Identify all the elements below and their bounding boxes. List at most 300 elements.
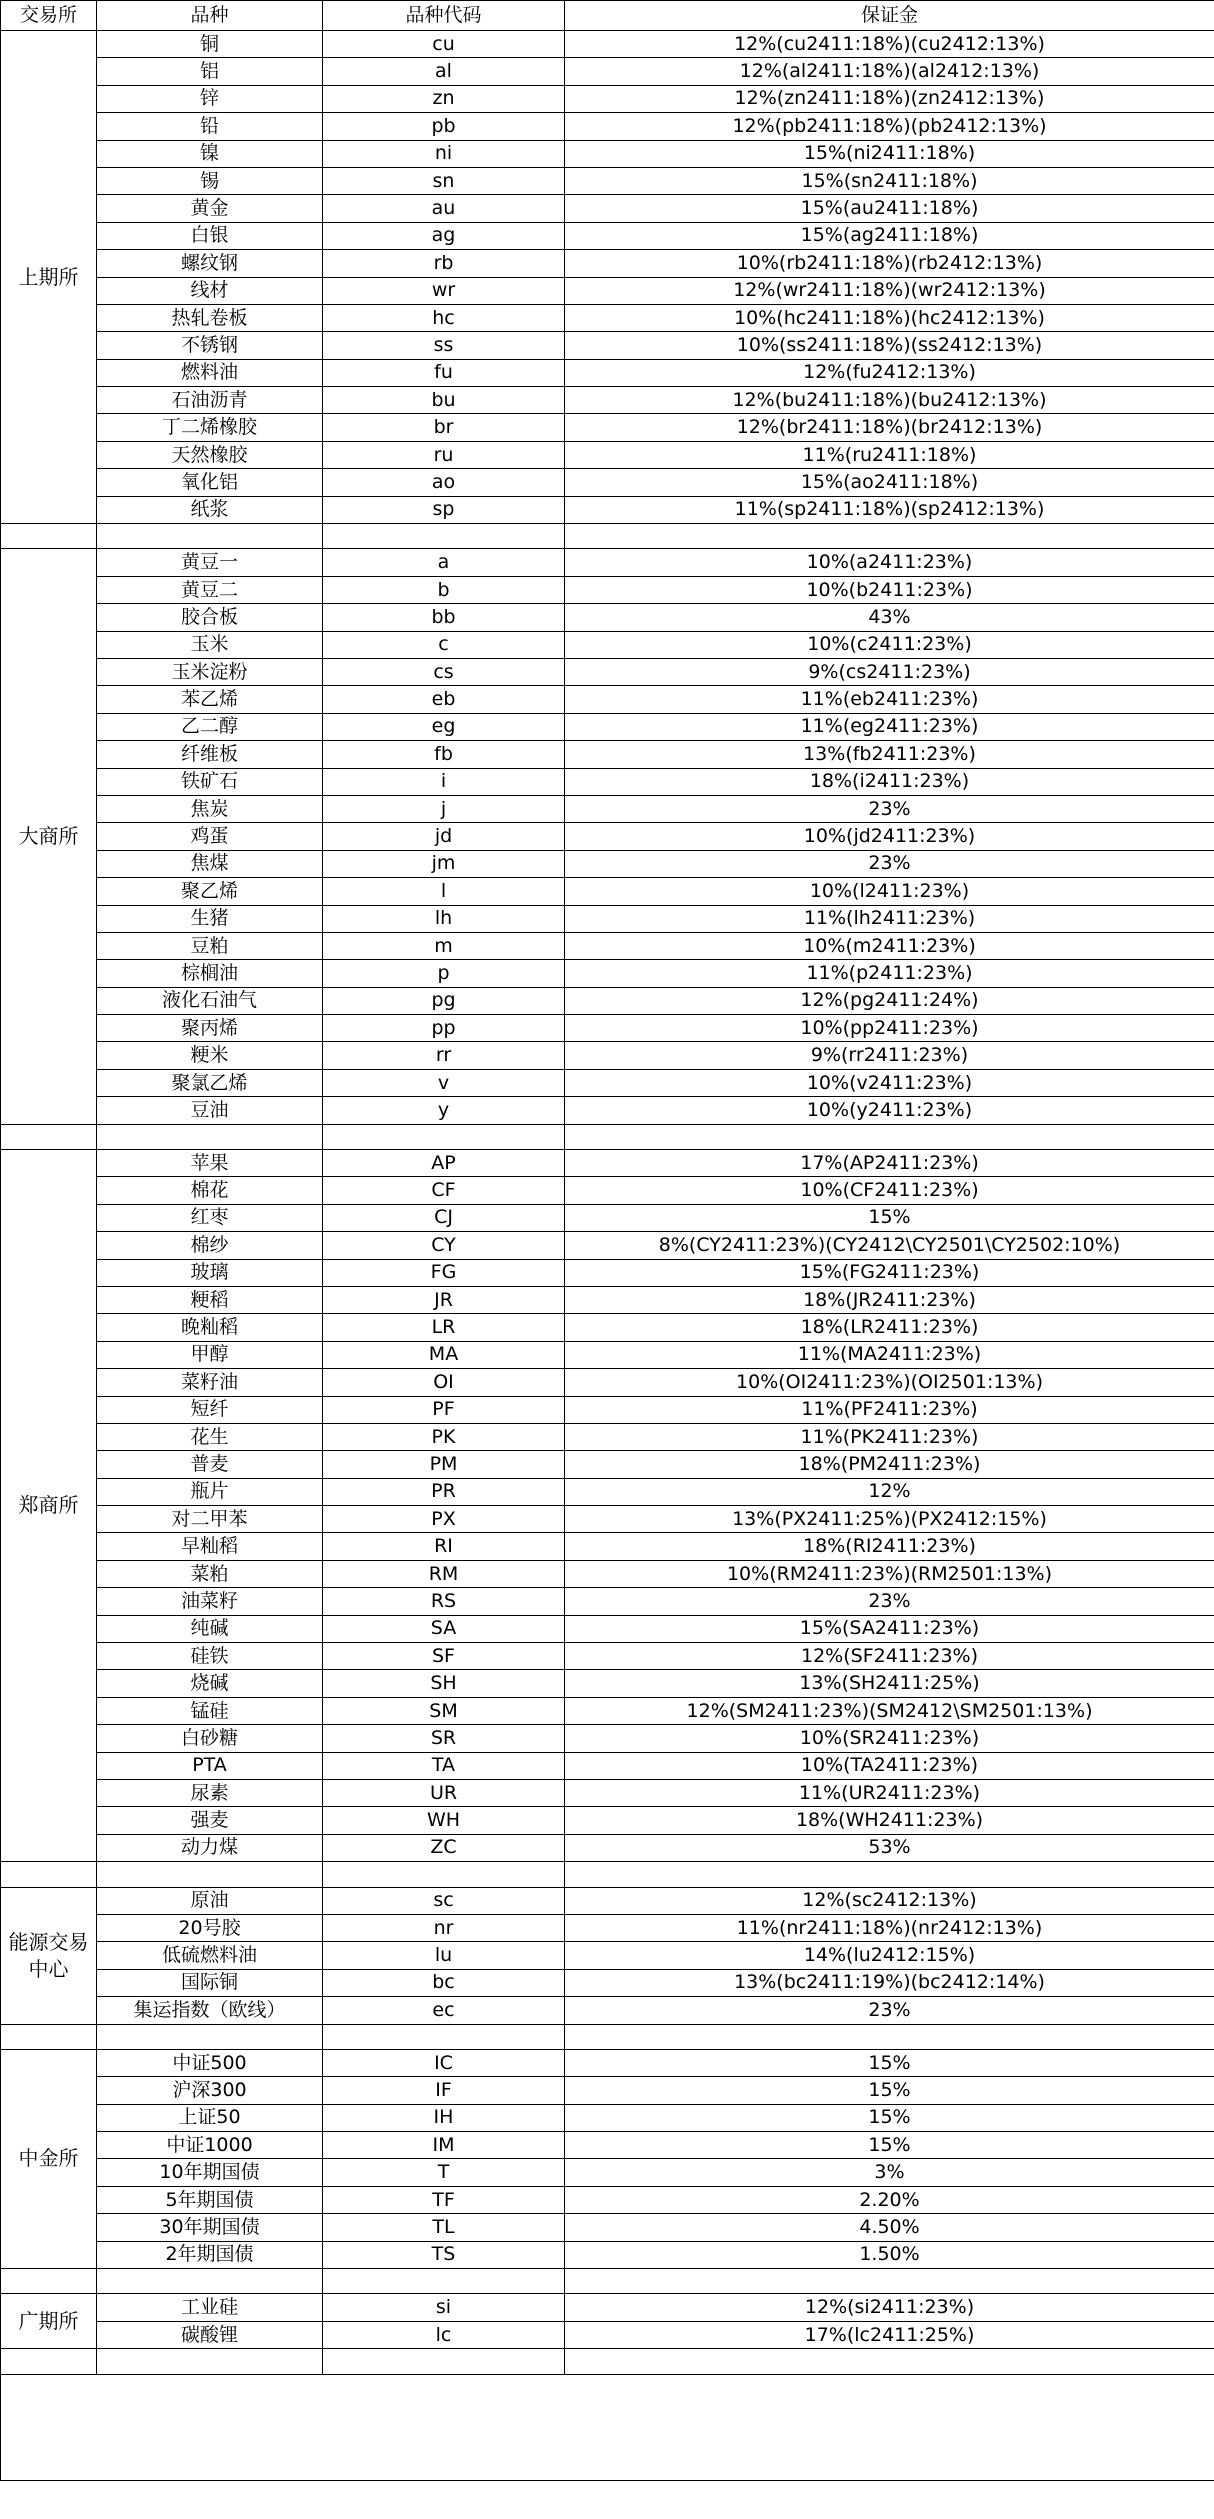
table-row xyxy=(1,1259,1214,1286)
code-cell: WH xyxy=(323,1807,565,1834)
table-row xyxy=(1,2159,1214,2186)
variety-cell: 早籼稻 xyxy=(97,1533,323,1560)
margin-cell: 9%(rr2411:23%) xyxy=(565,1042,1214,1069)
variety-cell: 中证1000 xyxy=(97,2132,323,2159)
variety-cell: 玉米淀粉 xyxy=(97,658,323,685)
code-cell: jd xyxy=(323,823,565,850)
variety-cell: 工业硅 xyxy=(97,2294,323,2321)
variety-cell: 10年期国债 xyxy=(97,2159,323,2186)
code-cell: AP xyxy=(323,1150,565,1177)
margin-cell: 23% xyxy=(565,1997,1214,2024)
margin-cell: 11%(eg2411:23%) xyxy=(565,713,1214,740)
footer-row xyxy=(1,2374,1214,2480)
table-row xyxy=(1,113,1214,140)
table-row xyxy=(1,2077,1214,2104)
margin-cell: 11%(UR2411:23%) xyxy=(565,1780,1214,1807)
variety-cell: 低硫燃料油 xyxy=(97,1942,323,1969)
table-row xyxy=(1,1643,1214,1670)
code-cell: CJ xyxy=(323,1204,565,1231)
variety-cell: 铁矿石 xyxy=(97,768,323,795)
margin-cell: 15% xyxy=(565,2049,1214,2076)
table-row xyxy=(1,686,1214,713)
margin-cell: 18%(RI2411:23%) xyxy=(565,1533,1214,1560)
table-row xyxy=(1,1752,1214,1779)
table-row xyxy=(1,304,1214,331)
margin-cell: 11%(lh2411:23%) xyxy=(565,905,1214,932)
table-row xyxy=(1,1232,1214,1259)
code-cell: lc xyxy=(323,2321,565,2348)
margin-cell: 10%(OI2411:23%)(OI2501:13%) xyxy=(565,1369,1214,1396)
table-row xyxy=(1,31,1214,58)
code-cell: PX xyxy=(323,1506,565,1533)
variety-cell: 热轧卷板 xyxy=(97,304,323,331)
variety-cell: 菜粕 xyxy=(97,1560,323,1587)
margin-cell: 12%(bu2411:18%)(bu2412:13%) xyxy=(565,387,1214,414)
code-cell: pg xyxy=(323,987,565,1014)
table-row xyxy=(1,1697,1214,1724)
code-cell: RS xyxy=(323,1588,565,1615)
variety-cell: 硅铁 xyxy=(97,1643,323,1670)
table-row xyxy=(1,1615,1214,1642)
margin-cell: 15%(FG2411:23%) xyxy=(565,1259,1214,1286)
variety-cell: 不锈钢 xyxy=(97,332,323,359)
code-cell: UR xyxy=(323,1780,565,1807)
table-row xyxy=(1,905,1214,932)
table-row xyxy=(1,387,1214,414)
table-row xyxy=(1,960,1214,987)
margin-cell: 10%(pp2411:23%) xyxy=(565,1015,1214,1042)
variety-cell: 螺纹钢 xyxy=(97,250,323,277)
code-cell: c xyxy=(323,631,565,658)
code-cell: TF xyxy=(323,2186,565,2213)
variety-cell: 集运指数（欧线） xyxy=(97,1997,323,2024)
header-variety: 品种 xyxy=(97,1,323,31)
code-cell: sc xyxy=(323,1887,565,1914)
empty-cell xyxy=(97,1124,323,1149)
code-cell: FG xyxy=(323,1259,565,1286)
variety-cell: 纯碱 xyxy=(97,1615,323,1642)
variety-cell: 花生 xyxy=(97,1423,323,1450)
margin-cell: 12%(si2411:23%) xyxy=(565,2294,1214,2321)
table-row xyxy=(1,1725,1214,1752)
header-exchange: 交易所 xyxy=(1,1,97,31)
code-cell: PM xyxy=(323,1451,565,1478)
code-cell: SA xyxy=(323,1615,565,1642)
code-cell: TS xyxy=(323,2241,565,2268)
code-cell: a xyxy=(323,549,565,576)
code-cell: CF xyxy=(323,1177,565,1204)
code-cell: i xyxy=(323,768,565,795)
margin-cell: 10%(y2411:23%) xyxy=(565,1097,1214,1124)
code-cell: si xyxy=(323,2294,565,2321)
code-cell: lu xyxy=(323,1942,565,1969)
table-row xyxy=(1,58,1214,85)
margin-cell: 18%(WH2411:23%) xyxy=(565,1807,1214,1834)
table-row xyxy=(1,250,1214,277)
margin-cell: 10%(b2411:23%) xyxy=(565,576,1214,603)
margin-cell: 12%(SM2411:23%)(SM2412\SM2501:13%) xyxy=(565,1697,1214,1724)
code-cell: IH xyxy=(323,2104,565,2131)
margin-cell: 11%(sp2411:18%)(sp2412:13%) xyxy=(565,496,1214,523)
code-cell: ao xyxy=(323,469,565,496)
code-cell: rb xyxy=(323,250,565,277)
table-row xyxy=(1,1670,1214,1697)
margin-cell: 11%(p2411:23%) xyxy=(565,960,1214,987)
margin-cell: 13%(SH2411:25%) xyxy=(565,1670,1214,1697)
code-cell: b xyxy=(323,576,565,603)
margin-cell: 10%(v2411:23%) xyxy=(565,1069,1214,1096)
code-cell: wr xyxy=(323,277,565,304)
code-cell: j xyxy=(323,795,565,822)
margin-cell: 18%(JR2411:23%) xyxy=(565,1286,1214,1313)
code-cell: fu xyxy=(323,359,565,386)
table-row xyxy=(1,414,1214,441)
margin-cell: 11%(PK2411:23%) xyxy=(565,1423,1214,1450)
margin-cell: 1.50% xyxy=(565,2241,1214,2268)
empty-cell xyxy=(97,1862,323,1887)
margin-cell: 12%(sc2412:13%) xyxy=(565,1887,1214,1914)
code-cell: ni xyxy=(323,140,565,167)
margin-cell: 10%(c2411:23%) xyxy=(565,631,1214,658)
table-row xyxy=(1,1204,1214,1231)
code-cell: bu xyxy=(323,387,565,414)
code-cell: sn xyxy=(323,167,565,194)
variety-cell: 强麦 xyxy=(97,1807,323,1834)
variety-cell: 菜籽油 xyxy=(97,1369,323,1396)
variety-cell: 红枣 xyxy=(97,1204,323,1231)
code-cell: PR xyxy=(323,1478,565,1505)
header-code: 品种代码 xyxy=(323,1,565,31)
table-row xyxy=(1,1807,1214,1834)
table-row xyxy=(1,2321,1214,2348)
table-row xyxy=(1,1341,1214,1368)
variety-cell: 油菜籽 xyxy=(97,1588,323,1615)
margin-cell: 15% xyxy=(565,2132,1214,2159)
code-cell: ru xyxy=(323,441,565,468)
exchange-cell: 郑商所 xyxy=(1,1150,97,1862)
margin-cell: 12%(pb2411:18%)(pb2412:13%) xyxy=(565,113,1214,140)
table-row xyxy=(1,850,1214,877)
table-row xyxy=(1,987,1214,1014)
table-row xyxy=(1,1097,1214,1124)
variety-cell: 30年期国债 xyxy=(97,2214,323,2241)
table-row xyxy=(1,1780,1214,1807)
empty-cell xyxy=(1,2269,97,2294)
empty-cell xyxy=(565,1862,1214,1887)
margin-cell: 3% xyxy=(565,2159,1214,2186)
margin-cell: 15%(ao2411:18%) xyxy=(565,469,1214,496)
empty-cell xyxy=(1,2024,97,2049)
margin-cell: 10%(TA2411:23%) xyxy=(565,1752,1214,1779)
variety-cell: 白银 xyxy=(97,222,323,249)
code-cell: JR xyxy=(323,1286,565,1313)
code-cell: PF xyxy=(323,1396,565,1423)
variety-cell: 动力煤 xyxy=(97,1834,323,1861)
variety-cell: 2年期国债 xyxy=(97,2241,323,2268)
variety-cell: 玉米 xyxy=(97,631,323,658)
variety-cell: 铝 xyxy=(97,58,323,85)
variety-cell: 上证50 xyxy=(97,2104,323,2131)
code-cell: SF xyxy=(323,1643,565,1670)
table-row xyxy=(1,1914,1214,1941)
table-row xyxy=(1,1069,1214,1096)
code-cell: T xyxy=(323,2159,565,2186)
margin-cell: 15%(SA2411:23%) xyxy=(565,1615,1214,1642)
exchange-cell: 大商所 xyxy=(1,549,97,1124)
margin-cell: 12%(wr2411:18%)(wr2412:13%) xyxy=(565,277,1214,304)
table-row xyxy=(1,1588,1214,1615)
margin-cell: 13%(fb2411:23%) xyxy=(565,741,1214,768)
table-row xyxy=(1,2214,1214,2241)
variety-cell: 粳稻 xyxy=(97,1286,323,1313)
margin-cell: 10%(m2411:23%) xyxy=(565,932,1214,959)
table-row xyxy=(1,576,1214,603)
code-cell: cs xyxy=(323,658,565,685)
table-row xyxy=(1,1942,1214,1969)
code-cell: sp xyxy=(323,496,565,523)
margin-cell: 15%(au2411:18%) xyxy=(565,195,1214,222)
empty-cell xyxy=(323,1862,565,1887)
variety-cell: 白砂糖 xyxy=(97,1725,323,1752)
table-row xyxy=(1,795,1214,822)
margin-cell: 18%(PM2411:23%) xyxy=(565,1451,1214,1478)
variety-cell: 黄金 xyxy=(97,195,323,222)
margin-cell: 14%(lu2412:15%) xyxy=(565,1942,1214,1969)
empty-cell xyxy=(1,2349,97,2374)
code-cell: pp xyxy=(323,1015,565,1042)
variety-cell: 玻璃 xyxy=(97,1259,323,1286)
table-row xyxy=(1,1042,1214,1069)
spacer-row xyxy=(1,2024,1214,2049)
empty-cell xyxy=(565,524,1214,549)
header-row xyxy=(1,1,1214,31)
exchange-cell: 广期所 xyxy=(1,2294,97,2349)
margin-cell: 12%(br2411:18%)(br2412:13%) xyxy=(565,414,1214,441)
margin-cell: 8%(CY2411:23%)(CY2412\CY2501\CY2502:10%) xyxy=(565,1232,1214,1259)
table-row xyxy=(1,167,1214,194)
variety-cell: 燃料油 xyxy=(97,359,323,386)
variety-cell: 甲醇 xyxy=(97,1341,323,1368)
variety-cell: 沪深300 xyxy=(97,2077,323,2104)
table-row xyxy=(1,1451,1214,1478)
variety-cell: 黄豆二 xyxy=(97,576,323,603)
margin-cell: 11%(nr2411:18%)(nr2412:13%) xyxy=(565,1914,1214,1941)
code-cell: eb xyxy=(323,686,565,713)
variety-cell: 聚氯乙烯 xyxy=(97,1069,323,1096)
variety-cell: 棉花 xyxy=(97,1177,323,1204)
margin-cell: 15% xyxy=(565,1204,1214,1231)
variety-cell: 氧化铝 xyxy=(97,469,323,496)
table-row xyxy=(1,1396,1214,1423)
code-cell: zn xyxy=(323,85,565,112)
table-row xyxy=(1,332,1214,359)
table-row xyxy=(1,1997,1214,2024)
margin-cell: 4.50% xyxy=(565,2214,1214,2241)
header-margin: 保证金 xyxy=(565,1,1214,31)
empty-cell xyxy=(97,2269,323,2294)
variety-cell: 豆油 xyxy=(97,1097,323,1124)
table-row xyxy=(1,1887,1214,1914)
margin-cell: 10%(RM2411:23%)(RM2501:13%) xyxy=(565,1560,1214,1587)
code-cell: OI xyxy=(323,1369,565,1396)
spacer-row xyxy=(1,524,1214,549)
margin-cell: 13%(bc2411:19%)(bc2412:14%) xyxy=(565,1969,1214,1996)
table-row xyxy=(1,932,1214,959)
variety-cell: 锌 xyxy=(97,85,323,112)
table-row xyxy=(1,2186,1214,2213)
table-row xyxy=(1,85,1214,112)
table-row xyxy=(1,1506,1214,1533)
table-row xyxy=(1,1478,1214,1505)
variety-cell: 天然橡胶 xyxy=(97,441,323,468)
margin-cell: 43% xyxy=(565,604,1214,631)
table-row xyxy=(1,878,1214,905)
variety-cell: 苯乙烯 xyxy=(97,686,323,713)
code-cell: rr xyxy=(323,1042,565,1069)
variety-cell: 国际铜 xyxy=(97,1969,323,1996)
table-row xyxy=(1,658,1214,685)
margin-cell: 10%(rb2411:18%)(rb2412:13%) xyxy=(565,250,1214,277)
margin-cell: 10%(l2411:23%) xyxy=(565,878,1214,905)
table-row xyxy=(1,1423,1214,1450)
margin-cell: 23% xyxy=(565,850,1214,877)
table-row xyxy=(1,496,1214,523)
variety-cell: 20号胶 xyxy=(97,1914,323,1941)
margin-cell: 10%(ss2411:18%)(ss2412:13%) xyxy=(565,332,1214,359)
variety-cell: 黄豆一 xyxy=(97,549,323,576)
code-cell: SR xyxy=(323,1725,565,1752)
variety-cell: 5年期国债 xyxy=(97,2186,323,2213)
empty-cell xyxy=(565,2349,1214,2374)
code-cell: fb xyxy=(323,741,565,768)
margin-cell: 15%(ag2411:18%) xyxy=(565,222,1214,249)
margin-cell: 23% xyxy=(565,1588,1214,1615)
margin-cell: 2.20% xyxy=(565,2186,1214,2213)
table-row xyxy=(1,140,1214,167)
table-row xyxy=(1,2049,1214,2076)
spacer-row xyxy=(1,1124,1214,1149)
variety-cell: 瓶片 xyxy=(97,1478,323,1505)
exchange-cell: 中金所 xyxy=(1,2049,97,2268)
variety-cell: 聚丙烯 xyxy=(97,1015,323,1042)
variety-cell: 棕榈油 xyxy=(97,960,323,987)
code-cell: SH xyxy=(323,1670,565,1697)
variety-cell: 粳米 xyxy=(97,1042,323,1069)
code-cell: ZC xyxy=(323,1834,565,1861)
table-row xyxy=(1,768,1214,795)
variety-cell: 铜 xyxy=(97,31,323,58)
empty-cell xyxy=(323,2349,565,2374)
margin-cell: 17%(lc2411:25%) xyxy=(565,2321,1214,2348)
empty-cell xyxy=(323,2024,565,2049)
code-cell: TL xyxy=(323,2214,565,2241)
code-cell: RM xyxy=(323,1560,565,1587)
variety-cell: 对二甲苯 xyxy=(97,1506,323,1533)
margin-cell: 15%(sn2411:18%) xyxy=(565,167,1214,194)
variety-cell: 鸡蛋 xyxy=(97,823,323,850)
table-row xyxy=(1,741,1214,768)
code-cell: au xyxy=(323,195,565,222)
margin-cell: 10%(CF2411:23%) xyxy=(565,1177,1214,1204)
table-row xyxy=(1,277,1214,304)
table-row xyxy=(1,441,1214,468)
table-row xyxy=(1,1533,1214,1560)
variety-cell: 锡 xyxy=(97,167,323,194)
margin-cell: 12%(SF2411:23%) xyxy=(565,1643,1214,1670)
variety-cell: 液化石油气 xyxy=(97,987,323,1014)
empty-cell xyxy=(97,2349,323,2374)
code-cell: bb xyxy=(323,604,565,631)
table-row xyxy=(1,631,1214,658)
table-row xyxy=(1,713,1214,740)
table-row xyxy=(1,2104,1214,2131)
table-row xyxy=(1,222,1214,249)
code-cell: m xyxy=(323,932,565,959)
code-cell: p xyxy=(323,960,565,987)
table-row xyxy=(1,1314,1214,1341)
code-cell: IF xyxy=(323,2077,565,2104)
variety-cell: 普麦 xyxy=(97,1451,323,1478)
margin-cell: 15%(ni2411:18%) xyxy=(565,140,1214,167)
empty-cell xyxy=(565,1124,1214,1149)
code-cell: RI xyxy=(323,1533,565,1560)
code-cell: ec xyxy=(323,1997,565,2024)
table-row xyxy=(1,1150,1214,1177)
table-row xyxy=(1,823,1214,850)
code-cell: IC xyxy=(323,2049,565,2076)
margin-cell: 18%(i2411:23%) xyxy=(565,768,1214,795)
margin-cell: 15% xyxy=(565,2104,1214,2131)
code-cell: nr xyxy=(323,1914,565,1941)
table-row xyxy=(1,549,1214,576)
table-row xyxy=(1,1369,1214,1396)
code-cell: jm xyxy=(323,850,565,877)
margin-cell: 11%(PF2411:23%) xyxy=(565,1396,1214,1423)
code-cell: br xyxy=(323,414,565,441)
table-row xyxy=(1,1560,1214,1587)
margin-cell: 18%(LR2411:23%) xyxy=(565,1314,1214,1341)
variety-cell: 豆粕 xyxy=(97,932,323,959)
table-row xyxy=(1,1286,1214,1313)
empty-cell xyxy=(323,524,565,549)
code-cell: bc xyxy=(323,1969,565,1996)
empty-cell xyxy=(1,1124,97,1149)
margin-cell: 9%(cs2411:23%) xyxy=(565,658,1214,685)
table-row xyxy=(1,359,1214,386)
variety-cell: 胶合板 xyxy=(97,604,323,631)
margin-cell: 10%(a2411:23%) xyxy=(565,549,1214,576)
empty-cell xyxy=(565,2269,1214,2294)
code-cell: CY xyxy=(323,1232,565,1259)
empty-cell xyxy=(323,1124,565,1149)
variety-cell: 碳酸锂 xyxy=(97,2321,323,2348)
variety-cell: 丁二烯橡胶 xyxy=(97,414,323,441)
code-cell: y xyxy=(323,1097,565,1124)
variety-cell: 镍 xyxy=(97,140,323,167)
empty-cell xyxy=(97,524,323,549)
table-row xyxy=(1,604,1214,631)
variety-cell: 聚乙烯 xyxy=(97,878,323,905)
variety-cell: 棉纱 xyxy=(97,1232,323,1259)
spacer-row xyxy=(1,1862,1214,1887)
variety-cell: 短纤 xyxy=(97,1396,323,1423)
table-row xyxy=(1,1834,1214,1861)
variety-cell: 线材 xyxy=(97,277,323,304)
variety-cell: 原油 xyxy=(97,1887,323,1914)
margin-cell: 12%(fu2412:13%) xyxy=(565,359,1214,386)
code-cell: cu xyxy=(323,31,565,58)
variety-cell: 尿素 xyxy=(97,1780,323,1807)
